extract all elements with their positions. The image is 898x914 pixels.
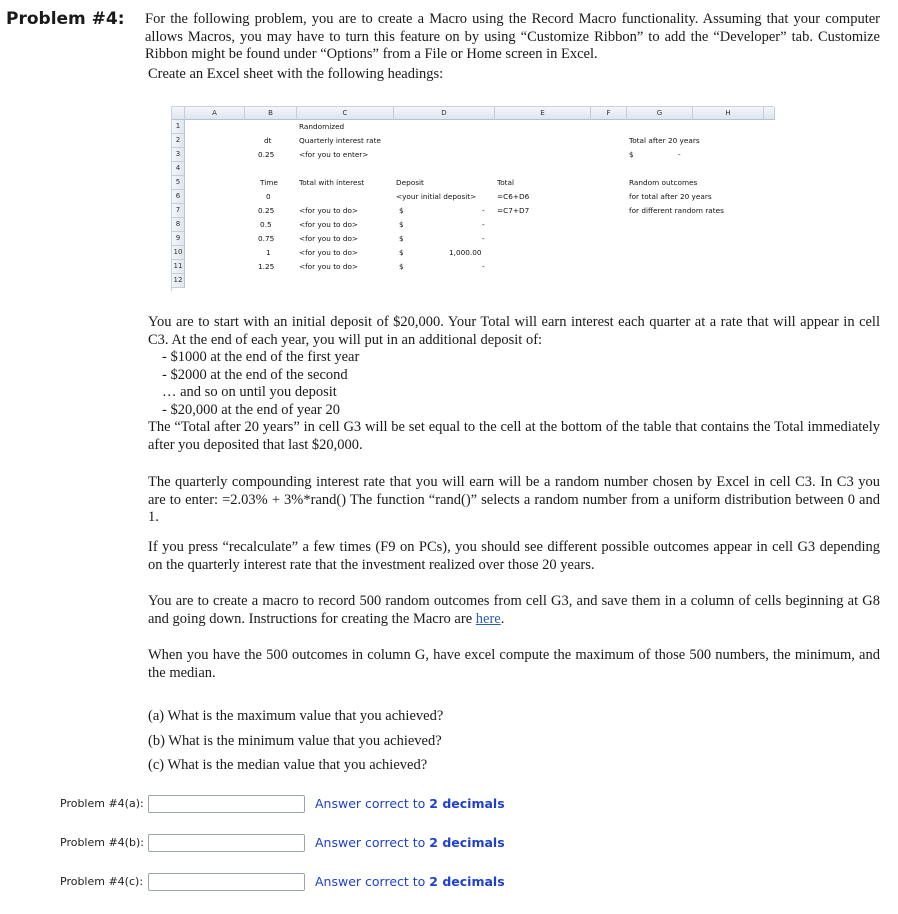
row-header-5: 5 [172,176,185,190]
row-header-7: 7 [172,204,185,218]
answer-hint-a-text: Answer correct to [315,796,430,811]
excel-sheet-image [171,106,774,291]
answer-hint-c-text: Answer correct to [315,874,430,889]
cell-c1: Randomized [299,122,345,131]
cell-c5: Total with interest [299,178,365,187]
cell-d9-currency: $ [399,234,404,243]
cell-b8: 0.5 [260,220,272,229]
cell-b6: 0 [266,192,271,201]
col-header-c: C [297,107,394,120]
cell-e7: =C7+D7 [497,206,530,215]
answer-hint-a-precision: 2 decimals [429,796,505,811]
cell-c7: <for you to do> [299,206,359,215]
cell-g3-value: - [678,150,681,159]
row-header-8: 8 [172,218,185,232]
macro-paragraph [148,593,880,628]
row-header-9: 9 [172,232,185,246]
row-header-4: 4 [172,162,185,176]
cell-b3: 0.25 [258,150,275,159]
cell-c2: Quarterly interest rate [299,136,381,145]
deposit-intro: You are to start with an initial deposit of $20,000. Your Total will earn interest each quarter at a rate that will appear in cell C3. At the end of each year, you will put in an additional deposit of: [148,314,880,348]
compute-paragraph: When you have the 500 outcomes in column G, have excel compute the maximum of those 500 numbers, the minimum, and the median. [148,647,880,681]
col-header-g: G [627,107,693,120]
cell-g6: for total after 20 years [629,192,712,201]
intro-text: For the following problem, you are to create a Macro using the Record Macro functionality. Assuming that your computer allows Macros, you may have to turn this feature on by using “Customize Ribbon” to add the “Developer” tab. Customize Ribbon might be found under “Options” from a File or Home screen in Excel. [145,11,880,62]
row-header-10: 10 [172,246,185,260]
cell-g7: for different random rates [629,206,724,215]
col-header-f: F [591,107,627,120]
cell-g5: Random outcomes [629,178,698,187]
macro-text: You are to create a macro to record 500 random outcomes from cell G3, and save them in a column of cells beginning at G8 and going down. Instructions for creating the Macro are [148,593,880,627]
cell-g2: Total after 20 years [629,136,700,145]
intro-instruction: Create an Excel sheet with the following headings: [148,65,444,82]
answer-hint-b-text: Answer correct to [315,835,430,850]
answer-hint-c-precision: 2 decimals [429,874,505,889]
col-header-extra [764,107,775,120]
row-header-3: 3 [172,148,185,162]
answer-hint-b-precision: 2 decimals [429,835,505,850]
cell-g3-currency: $ [629,150,634,159]
macro-instructions-link[interactable]: here [475,610,501,627]
cell-d9-value: - [482,234,485,243]
cell-d5: Deposit [396,178,424,187]
intro-paragraph [145,11,880,83]
row-header-2: 2 [172,134,185,148]
cell-d10-value: 1,000.00 [449,248,482,257]
cell-d8-value: - [482,220,485,229]
cell-d11-currency: $ [399,262,404,271]
cell-b11: 1.25 [258,262,275,271]
cell-b5: Time [260,178,278,187]
cell-e5: Total [497,178,515,187]
question-a: (a) What is the maximum value that you achieved? [148,708,444,724]
answer-label-b: Problem #4(b): [60,836,144,849]
row-header-11: 11 [172,260,185,274]
cell-c9: <for you to do> [299,234,359,243]
sheet-corner [172,107,185,120]
cell-e6: =C6+D6 [497,192,530,201]
questions-list [148,708,880,775]
cell-b2: dt [264,136,272,145]
cell-d8-currency: $ [399,220,404,229]
cell-b7: 0.25 [258,206,275,215]
cell-d6: <your initial deposit> [396,192,477,201]
cell-b9: 0.75 [258,234,275,243]
macro-text-end: . [500,610,505,627]
answer-label-c: Problem #4(c): [60,875,144,888]
deposit-bullet-3: … and so on until you deposit [162,384,337,400]
col-header-h: H [693,107,764,120]
recalculate-paragraph: If you press “recalculate” a few times (F9 on PCs), you should see different possible outcomes appear in cell G3 depending on the quarterly interest rate that the investment realized over those 20 years. [148,539,880,573]
cell-c8: <for you to do> [299,220,359,229]
cell-d11-value: - [482,262,485,271]
col-header-d: D [394,107,495,120]
deposit-bullet-4: - $20,000 at the end of year 20 [162,401,340,418]
answer-hint-a [315,796,505,811]
answer-input-c[interactable] [148,873,305,891]
question-b: (b) What is the minimum value that you achieved? [148,732,442,749]
question-c: (c) What is the median value that you achieved? [148,757,428,773]
deposit-paragraph [148,314,880,454]
deposit-bullet-2: - $2000 at the end of the second [162,366,348,383]
total-paragraph: The “Total after 20 years” in cell G3 will be set equal to the cell at the bottom of the table that contains the Total immediately after you deposited that last $20,000. [148,419,880,453]
row-header-6: 6 [172,190,185,204]
col-header-a: A [185,107,245,120]
answer-input-b[interactable] [148,834,305,852]
cell-c11: <for you to do> [299,262,359,271]
problem-title: Problem #4: [6,9,125,29]
row-header-12: 12 [172,274,185,288]
col-header-e: E [495,107,591,120]
cell-b10: 1 [266,248,271,257]
answer-hint-c [315,874,505,889]
answer-input-a[interactable] [148,795,305,813]
interest-rate-paragraph: The quarterly compounding interest rate that you will earn will be a random number chosen by Excel in cell C3. In C3 you are to enter: =2.03% + 3%*rand() The function “rand()” selects a random number from a uniform distribution between 0 and 1. [148,474,880,525]
cell-d7-currency: $ [399,206,404,215]
cell-d7-value: - [482,206,485,215]
col-header-b: B [245,107,297,120]
answer-label-a: Problem #4(a): [60,797,144,810]
answer-hint-b [315,835,505,850]
cell-c3: <for you to enter> [299,150,369,159]
deposit-bullet-1: - $1000 at the end of the first year [162,349,360,365]
row-header-1: 1 [172,120,185,134]
cell-c10: <for you to do> [299,248,359,257]
cell-d10-currency: $ [399,248,404,257]
